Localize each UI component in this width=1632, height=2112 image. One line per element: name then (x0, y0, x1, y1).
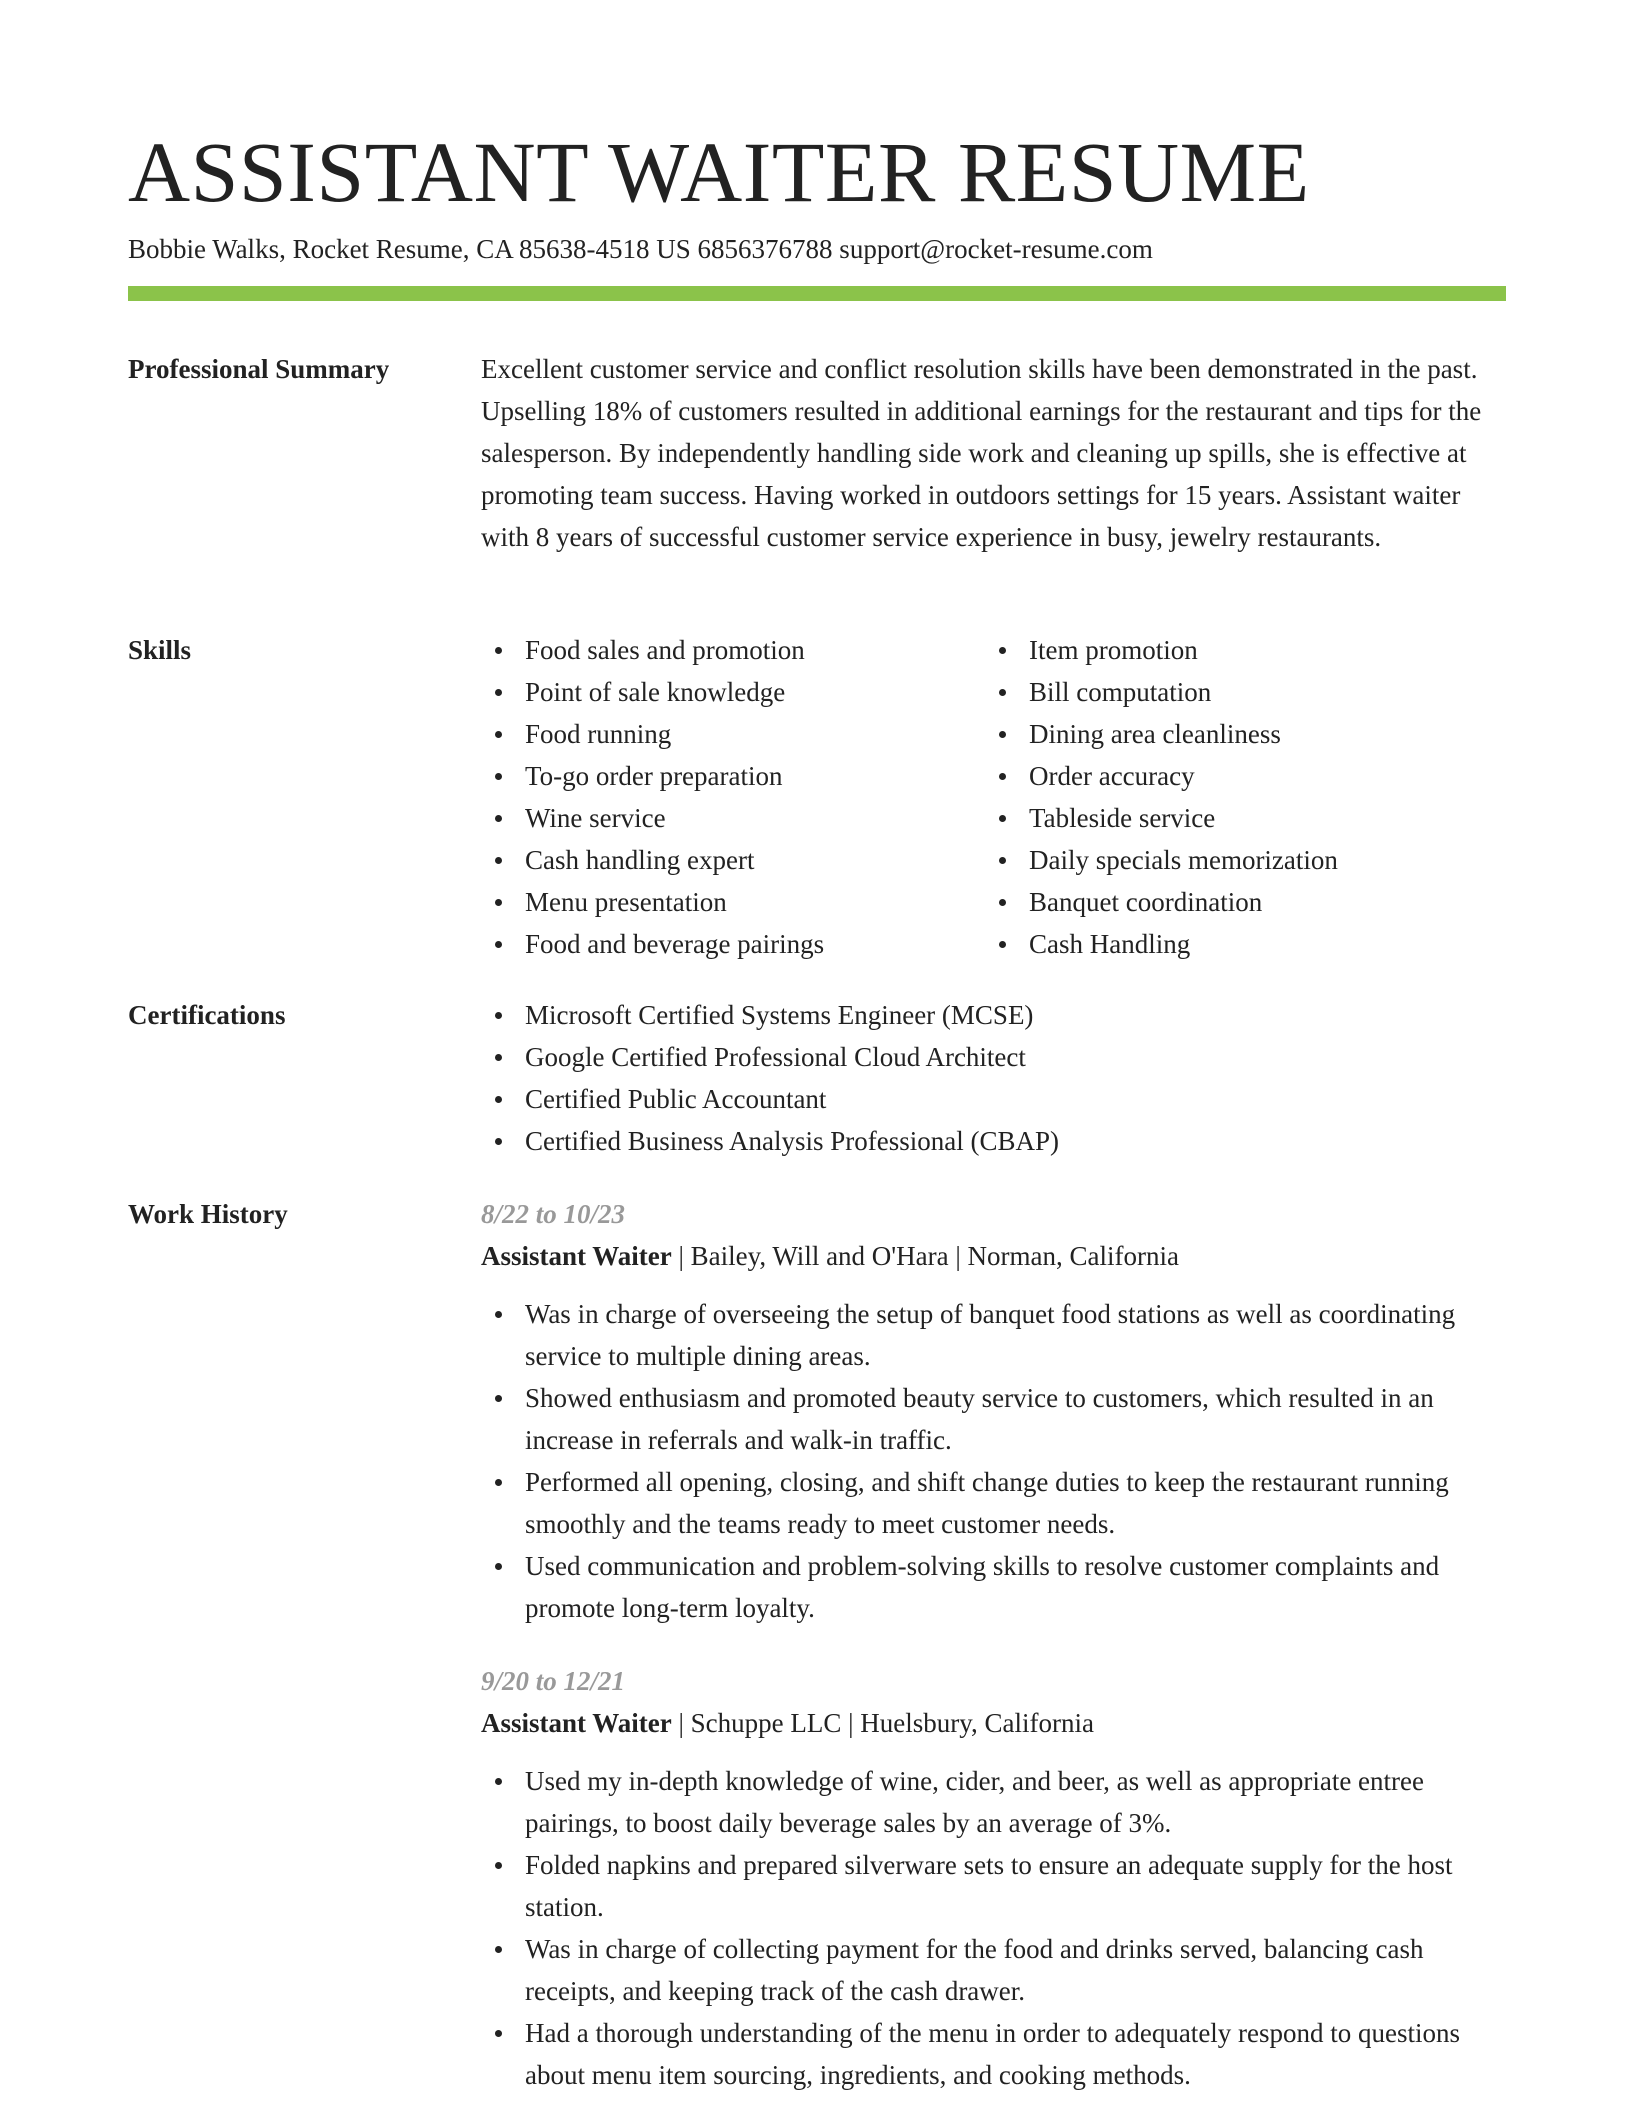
job-bullet: Was in charge of overseeing the setup of banquet food stations as well as coordinating service to multiple dining areas. (525, 1293, 1506, 1377)
skill-item: Point of sale knowledge (525, 671, 985, 713)
job-bullet: Was in charge of collecting payment for the food and drinks served, balancing cash receipts, and keeping track of the cash drawer. (525, 1928, 1506, 2012)
certification-item: Certified Business Analysis Professional (CBAP) (525, 1120, 1506, 1162)
job-entry (481, 1660, 1506, 2096)
job-bullet: Had a thorough understanding of the menu in order to adequately respond to questions about menu item sourcing, ingredients, and cooking methods. (525, 2012, 1506, 2096)
job-title-line (481, 1702, 1506, 1744)
job-bullet: Folded napkins and prepared silverware sets to ensure an adequate supply for the host station. (525, 1844, 1506, 1928)
skills-column-left (481, 629, 985, 965)
job-bullet: Performed all opening, closing, and shift change duties to keep the restaurant running smoothly and the teams ready to meet customer needs. (525, 1461, 1506, 1545)
skill-item: Food and beverage pairings (525, 923, 985, 965)
job-title-line (481, 1235, 1506, 1277)
summary-label: Professional Summary (128, 354, 390, 384)
skill-item: Menu presentation (525, 881, 985, 923)
skill-item: Banquet coordination (1029, 881, 1489, 923)
work-history-label: Work History (128, 1199, 288, 1229)
skill-item: Tableside service (1029, 797, 1489, 839)
skills-label: Skills (128, 635, 192, 665)
certification-item: Google Certified Professional Cloud Architect (525, 1036, 1506, 1078)
certifications-list (481, 994, 1506, 1162)
skill-item: Daily specials memorization (1029, 839, 1489, 881)
skill-item: Food running (525, 713, 985, 755)
job-role: Assistant Waiter (481, 1708, 672, 1738)
skill-item: Order accuracy (1029, 755, 1489, 797)
skills-list-right (985, 629, 1489, 965)
contact-line: Bobbie Walks, Rocket Resume, CA 85638-4518 US 6856376788 support@rocket-resume.com (128, 234, 1153, 264)
job-dates: 8/22 to 10/23 (481, 1199, 626, 1229)
job-bullet: Used my in-depth knowledge of wine, cider, and beer, as well as appropriate entree pairings, to boost daily beverage sales by an average of 3%. (525, 1760, 1506, 1844)
accent-divider (128, 286, 1506, 301)
job-details: | Schuppe LLC | Huelsbury, California (671, 1708, 1094, 1738)
skill-item: Wine service (525, 797, 985, 839)
skills-columns (481, 629, 1506, 965)
skill-item: Bill computation (1029, 671, 1489, 713)
job-entry (481, 1193, 1506, 1629)
skill-item: Cash handling expert (525, 839, 985, 881)
skill-item: Item promotion (1029, 629, 1489, 671)
job-bullet: Used communication and problem-solving skills to resolve customer complaints and promote long-term loyalty. (525, 1545, 1506, 1629)
skills-column-right (985, 629, 1489, 965)
job-bullet-list (481, 1293, 1506, 1629)
skill-item: Cash Handling (1029, 923, 1489, 965)
certifications-body (481, 994, 1506, 1162)
certification-item: Microsoft Certified Systems Engineer (MCSE) (525, 994, 1506, 1036)
job-bullet-list (481, 1760, 1506, 2096)
job-details: | Bailey, Will and O'Hara | Norman, California (671, 1241, 1179, 1271)
work-history-body (481, 1193, 1506, 2096)
certification-item: Certified Public Accountant (525, 1078, 1506, 1120)
skill-item: Food sales and promotion (525, 629, 985, 671)
skill-item: To-go order preparation (525, 755, 985, 797)
job-dates: 9/20 to 12/21 (481, 1666, 626, 1696)
certifications-label: Certifications (128, 1000, 286, 1030)
skill-item: Dining area cleanliness (1029, 713, 1489, 755)
resume-title: ASSISTANT WAITER RESUME (128, 124, 1310, 220)
job-role: Assistant Waiter (481, 1241, 672, 1271)
skills-body (481, 629, 1506, 965)
skills-list-left (481, 629, 985, 965)
summary-text: Excellent customer service and conflict resolution skills have been demonstrated in the past. Upselling 18% of customers resulted in additional earnings for the restaurant and tips for the salesperson. By independently handling side work and cleaning up spills, she is effective at promoting team success. Having worked in outdoors settings for 15 years. Assistant waiter with 8 years of successful customer service experience in busy, jewelry restaurants. (481, 354, 1482, 552)
summary-body (481, 348, 1506, 558)
job-bullet: Showed enthusiasm and promoted beauty service to customers, which resulted in an increase in referrals and walk-in traffic. (525, 1377, 1506, 1461)
